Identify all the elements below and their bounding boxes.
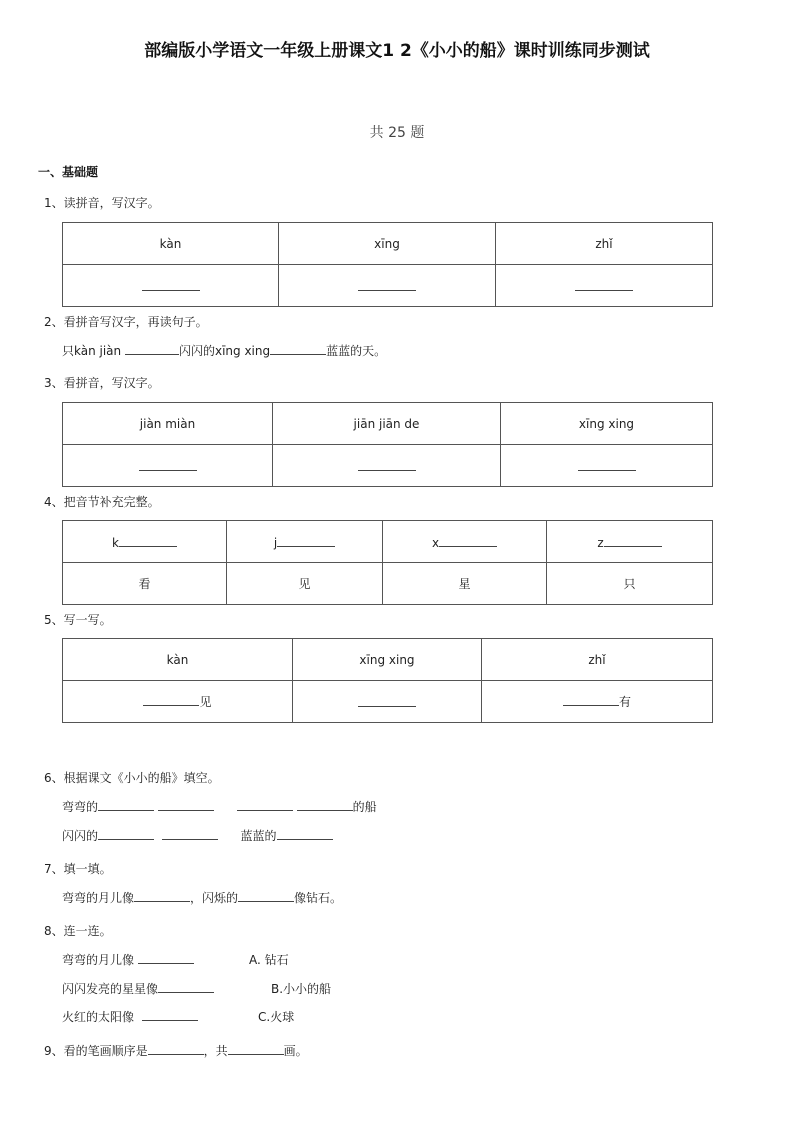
q2-blank[interactable]	[270, 342, 326, 355]
q6-blank[interactable]	[297, 798, 353, 811]
q8-left-item[interactable]	[62, 1008, 198, 1025]
q8-left-label: 火红的太阳像	[62, 1010, 135, 1024]
table-row	[63, 403, 713, 445]
q6-blank[interactable]	[162, 827, 218, 840]
q8-right-item[interactable]: A. 钻石	[249, 953, 289, 967]
q8-right-item[interactable]: B.小小的船	[271, 982, 332, 996]
q1-pinyin-cell: xīng	[279, 223, 496, 265]
q3-answer-cell[interactable]	[501, 445, 713, 487]
q1-answer-cell[interactable]	[63, 265, 279, 307]
q2-part3: 蓝蓝的天。	[326, 344, 387, 358]
q9-blank[interactable]	[228, 1042, 284, 1055]
q8-left-item[interactable]	[62, 951, 194, 968]
q6-label: 弯弯的	[62, 800, 99, 814]
q9-blank[interactable]	[148, 1042, 204, 1055]
q7-part: 弯弯的月儿像	[62, 891, 135, 905]
q1-answer-cell[interactable]	[279, 265, 496, 307]
q5-suffix: 见	[199, 695, 212, 709]
q8-right-item[interactable]: C.火球	[258, 1010, 295, 1024]
q6-blank[interactable]	[98, 798, 154, 811]
q1-prompt: 1、读拼音，写汉字。	[44, 196, 160, 210]
page-title: 部编版小学语文一年级上册课文1 2《小小的船》课时训练同步测试	[144, 41, 650, 61]
q5-table	[62, 638, 713, 723]
q2-part2: 闪闪的xīng xing	[178, 344, 271, 358]
q6-blank[interactable]	[277, 827, 333, 840]
q4-char-cell: 星	[383, 563, 547, 605]
q4-initial: k	[112, 535, 119, 550]
table-row	[63, 445, 713, 487]
q5-prompt: 5、写一写。	[44, 613, 112, 627]
q9-part: 9、看的笔画顺序是	[44, 1044, 148, 1058]
q2-blank[interactable]	[125, 342, 179, 355]
q4-initial: x	[431, 535, 440, 550]
q9-part: 画。	[283, 1044, 308, 1058]
q4-char-cell: 见	[227, 563, 383, 605]
q3-answer-cell[interactable]	[63, 445, 273, 487]
q1-pinyin-cell: kàn	[63, 223, 279, 265]
table-row	[63, 265, 713, 307]
q4-initial-cell[interactable]	[63, 521, 227, 563]
q4-initial: z	[597, 535, 604, 550]
q3-table	[62, 402, 713, 487]
section-heading: 一、基础题	[38, 165, 99, 179]
q7-part: 像钻石。	[294, 891, 343, 905]
q2-sentence	[62, 342, 386, 359]
q3-prompt: 3、看拼音，写汉字。	[44, 376, 160, 390]
q4-initial-cell[interactable]	[383, 521, 547, 563]
q8-left-label: 闪闪发亮的星星像	[62, 982, 159, 996]
table-row	[63, 639, 713, 681]
q2-prompt: 2、看拼音写汉字，再读句子。	[44, 315, 208, 329]
q6-label: 的船	[352, 800, 377, 814]
q4-initial: j	[273, 535, 278, 550]
q5-answer-cell[interactable]	[63, 681, 293, 723]
q6-blank[interactable]	[98, 827, 154, 840]
q5-answer-cell[interactable]	[293, 681, 482, 723]
q7-part: ，闪烁的	[190, 891, 239, 905]
q3-pinyin-cell: jiān jiān de	[273, 403, 501, 445]
q3-pinyin-cell: xīng xing	[501, 403, 713, 445]
q6-prompt: 6、根据课文《小小的船》填空。	[44, 771, 220, 785]
q6-blank[interactable]	[158, 798, 214, 811]
q4-char-cell: 只	[547, 563, 713, 605]
q4-initial-cell[interactable]	[227, 521, 383, 563]
q1-answer-cell[interactable]	[496, 265, 713, 307]
q1-table	[62, 222, 713, 307]
q8-left-item[interactable]	[62, 980, 214, 997]
q4-table	[62, 520, 713, 605]
q5-pinyin-cell: kàn	[63, 639, 293, 681]
q9-sentence	[44, 1042, 308, 1059]
q7-prompt: 7、填一填。	[44, 862, 112, 876]
table-row	[63, 521, 713, 563]
q4-char-cell: 看	[63, 563, 227, 605]
q8-left-label: 弯弯的月儿像	[62, 953, 135, 967]
q6-line2	[62, 827, 333, 844]
q8-prompt: 8、连一连。	[44, 924, 112, 938]
q3-pinyin-cell: jiàn miàn	[63, 403, 273, 445]
q6-label: 闪闪的	[62, 829, 99, 843]
q7-blank[interactable]	[134, 889, 190, 902]
q6-label: 蓝蓝的	[240, 829, 277, 843]
q4-initial-cell[interactable]	[547, 521, 713, 563]
q3-answer-cell[interactable]	[273, 445, 501, 487]
question-count: 共 25 题	[369, 125, 425, 141]
q5-suffix: 有	[618, 695, 631, 709]
q6-line1	[62, 798, 377, 815]
q5-pinyin-cell: zhǐ	[482, 639, 713, 681]
q7-blank[interactable]	[238, 889, 294, 902]
q7-sentence	[62, 889, 342, 906]
table-row	[63, 223, 713, 265]
table-row	[63, 563, 713, 605]
q1-pinyin-cell: zhǐ	[496, 223, 713, 265]
q6-blank[interactable]	[237, 798, 293, 811]
q2-part1: 只kàn jiàn	[62, 344, 125, 358]
q4-prompt: 4、把音节补充完整。	[44, 495, 160, 509]
table-row	[63, 681, 713, 723]
q5-answer-cell[interactable]	[482, 681, 713, 723]
q9-part: ，共	[203, 1044, 228, 1058]
q5-pinyin-cell: xīng xing	[293, 639, 482, 681]
